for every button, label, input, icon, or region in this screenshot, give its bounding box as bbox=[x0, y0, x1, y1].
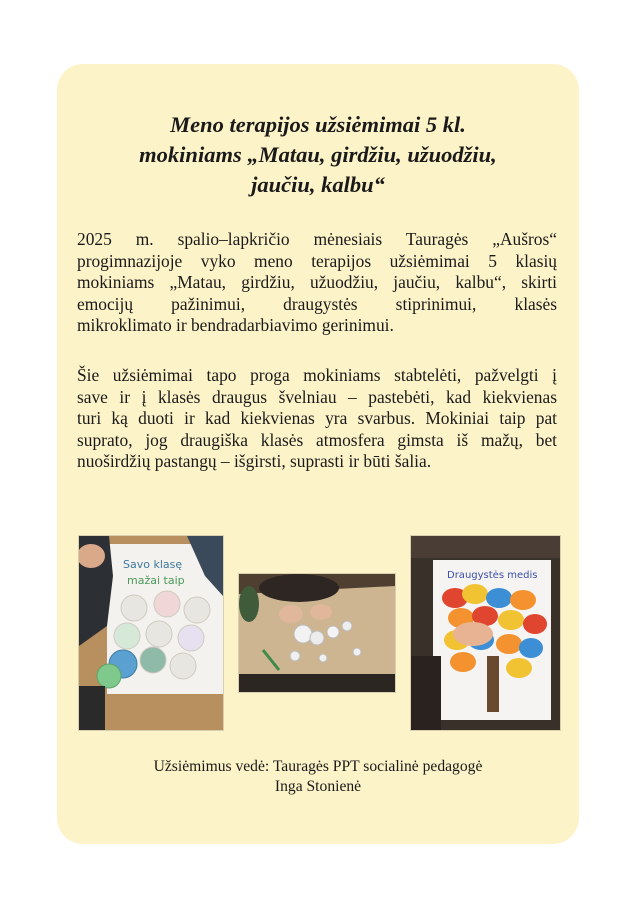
paragraph-line: emocijų pažinimui, draugystės stiprinimui, klasės bbox=[77, 293, 557, 314]
title-line: Meno terapijos užsiėmimai 5 kl. bbox=[170, 112, 466, 137]
paragraph-line: mokiniams „Matau, girdžiu, užuodžiu, jaučiu, kalbu“, skirti bbox=[77, 272, 557, 293]
tree-caption: Draugystės medis bbox=[447, 570, 538, 581]
second-paragraph bbox=[77, 365, 557, 473]
paragraph-line: 2025 m. spalio–lapkričio mėnesiais Tauragės „Aušros“ bbox=[77, 229, 557, 249]
classroom-poster-photo bbox=[78, 535, 224, 731]
footer-credit bbox=[0, 757, 636, 797]
paragraph-line: mikroklimato ir bendradarbiavimo gerinimui. bbox=[77, 315, 394, 336]
footer-line: Inga Stonienė bbox=[274, 778, 362, 795]
paragraph-line: Šie užsiėmimai tapo proga mokiniams stabtelėti, pažvelgti į bbox=[77, 365, 557, 385]
crumpled-paper-photo bbox=[238, 573, 396, 693]
paragraph-line: save ir į klasės draugus švelniau – pastebėti, kad kiekvienas bbox=[77, 386, 557, 407]
friendship-tree-photo bbox=[410, 535, 561, 731]
poster-caption-1: Savo klasę bbox=[123, 558, 183, 571]
paragraph-line: progimnazijoje vyko meno terapijos užsiėmimai 5 klasių bbox=[77, 250, 557, 271]
page-title bbox=[0, 110, 636, 200]
title-line: mokiniams „Matau, girdžiu, užuodžiu, bbox=[139, 142, 497, 167]
paragraph-line: suprato, jog draugiška klasės atmosfera gimsta iš mažų, bet bbox=[77, 429, 557, 450]
intro-paragraph bbox=[77, 229, 557, 337]
paragraph-line: nuoširdžių pastangų – išgirsti, suprasti ir būti šalia. bbox=[77, 451, 432, 472]
poster-caption-2: mažai taip bbox=[127, 574, 185, 587]
title-line: jaučiu, kalbu“ bbox=[251, 172, 385, 197]
paragraph-line: turi ką duoti ir kad kiekvienas yra svarbus. Mokiniai taip pat bbox=[77, 408, 557, 429]
footer-line: Užsiėmimus vedė: Tauragės PPT socialinė pedagogė bbox=[153, 758, 483, 775]
